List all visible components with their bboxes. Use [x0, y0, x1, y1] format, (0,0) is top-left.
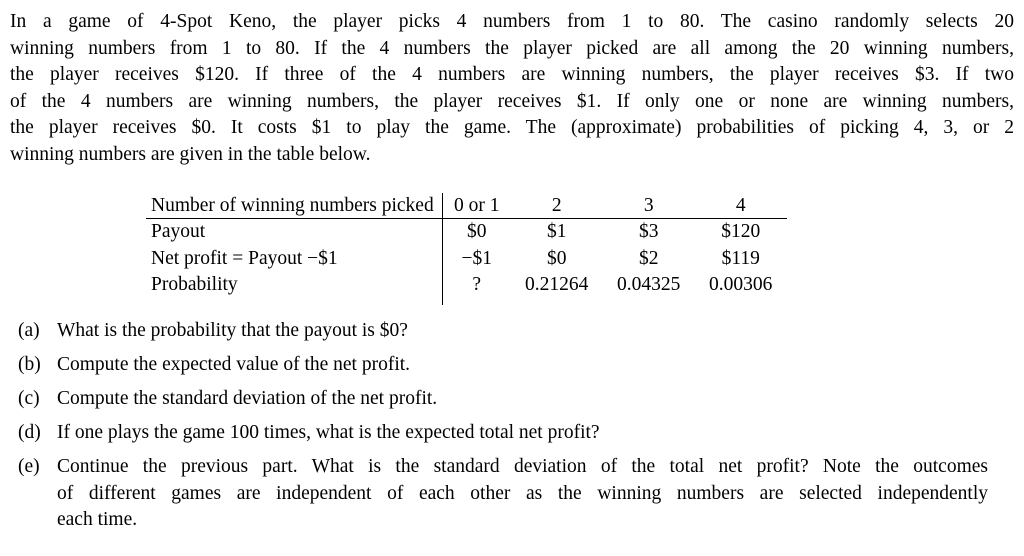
table-cell: −$1 [461, 247, 492, 269]
question-item [18, 318, 988, 345]
question-label: (b) [18, 353, 41, 375]
question-text: Compute the standard deviation of the net profit. [57, 387, 438, 409]
table-cell: $1 [546, 221, 567, 242]
question-text: What is the probability that the payout is $0? [57, 320, 408, 341]
header-label: Number of winning numbers picked [146, 193, 442, 219]
statement-line: In a game of 4-Spot Keno, the player picks 4 numbers from 1 to 80. The casino randomly selects 20 [10, 11, 1014, 32]
problem-statement [10, 9, 1014, 169]
row-label: Payout [146, 219, 442, 246]
table-cell: $119 [721, 247, 760, 269]
keno-payout-table [146, 193, 787, 305]
question-text [57, 454, 988, 534]
question-line: each time. [57, 509, 138, 531]
question-item [18, 386, 988, 413]
header-cell: 0 or 1 [442, 193, 511, 219]
question-text: If one plays the game 100 times, what is the expected total net profit? [57, 421, 600, 443]
table-cell: 0.00306 [709, 274, 773, 295]
table-cell: $3 [638, 221, 659, 242]
table-cell: 0.04325 [617, 274, 681, 295]
table-row [146, 246, 787, 273]
table-cell: $2 [638, 247, 659, 269]
question-text: Compute the expected value of the net profit. [57, 353, 411, 375]
question-item [18, 352, 988, 379]
question-label: (c) [18, 387, 40, 409]
question-line: of different games are independent of each other as the winning numbers are selected independently [57, 482, 988, 504]
question-item [18, 454, 988, 534]
row-label: Net profit = Payout −$1 [146, 246, 442, 273]
statement-line: the player receives $0. It costs $1 to play the game. The (approximate) probabilities of picking 4, 3, or 2 [10, 117, 1014, 139]
statement-line: the player receives $120. If three of the 4 numbers are winning numbers, the player receives $3. If two [10, 64, 1014, 86]
header-cell: 3 [603, 193, 695, 219]
table-cell: $0 [466, 221, 487, 242]
table-cell: $120 [721, 221, 761, 242]
table-row [146, 272, 787, 305]
table-cell: 0.21264 [525, 274, 589, 295]
table-cell: ? [472, 274, 482, 295]
table-row [146, 219, 787, 246]
statement-line: of the 4 numbers are winning numbers, the player receives $1. If only one or none are winning numbers, [10, 90, 1014, 112]
table-cell: $0 [546, 247, 567, 269]
question-label: (a) [18, 320, 40, 341]
statement-line: winning numbers from 1 to 80. If the 4 numbers the player picked are all among the 20 winning numbers, [10, 37, 1014, 59]
question-list [18, 318, 988, 541]
question-label: (e) [18, 455, 40, 477]
table-header-row [146, 193, 787, 219]
question-item [18, 420, 988, 447]
statement-line: winning numbers are given in the table below. [10, 143, 371, 165]
question-line: Continue the previous part. What is the standard deviation of the total net profit? Note the outcomes [57, 455, 988, 477]
question-label: (d) [18, 421, 41, 443]
header-cell: 4 [695, 193, 787, 219]
header-cell: 2 [511, 193, 603, 219]
row-label: Probability [146, 272, 442, 305]
